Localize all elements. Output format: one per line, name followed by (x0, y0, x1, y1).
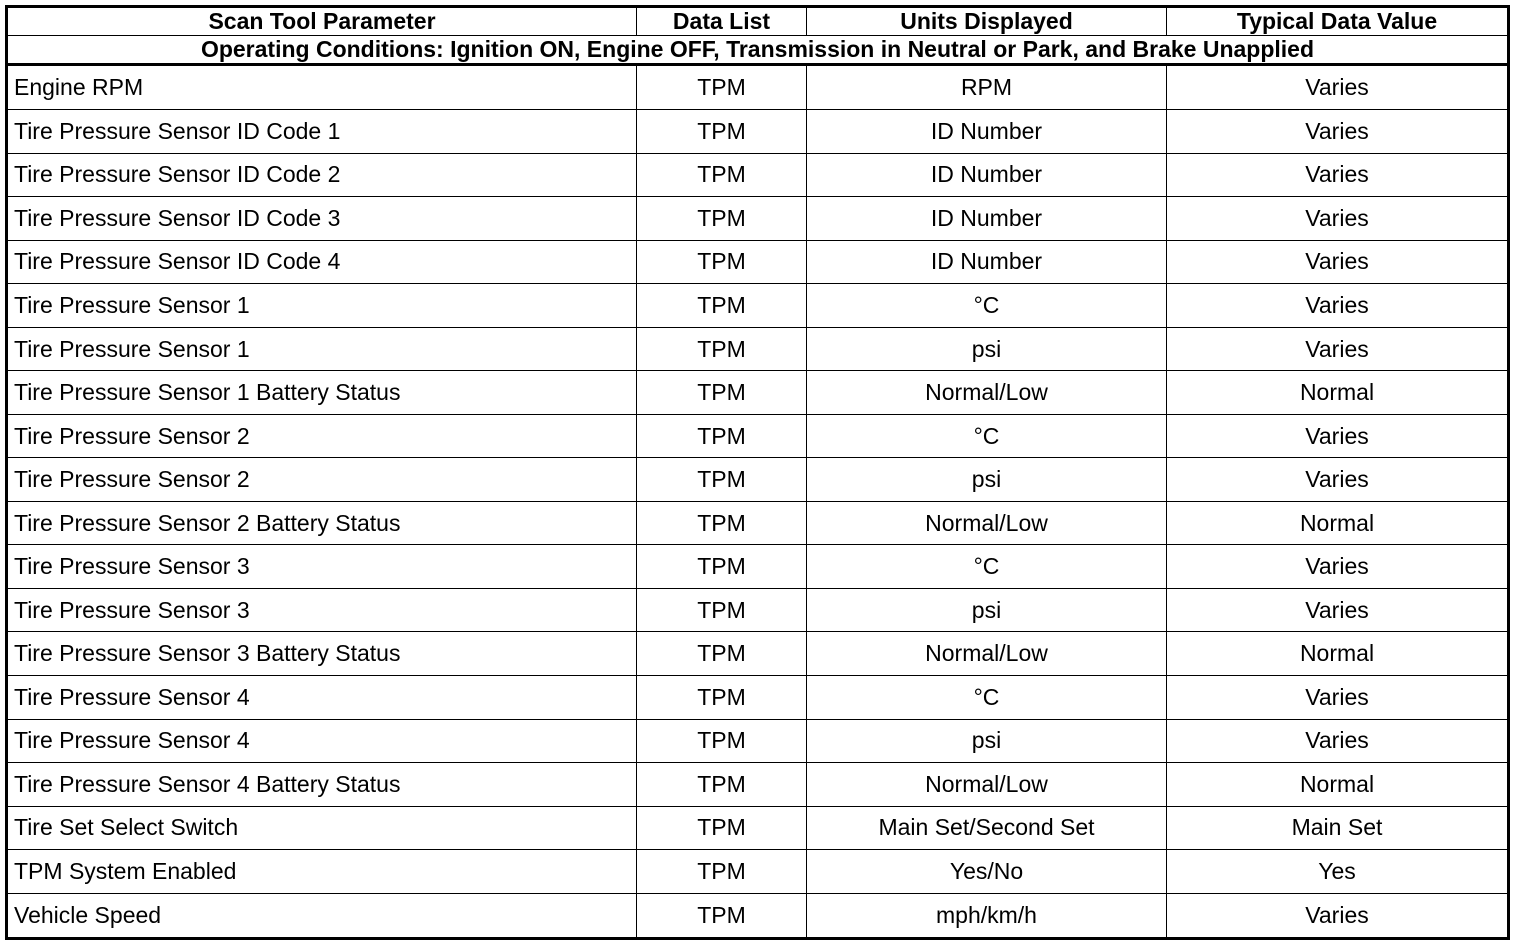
parameter-cell: Vehicle Speed (7, 893, 637, 938)
data-list-cell: TPM (637, 197, 807, 241)
data-list-cell: TPM (637, 327, 807, 371)
units-cell: ID Number (807, 110, 1167, 154)
table-row (7, 110, 1509, 154)
units-cell: Normal/Low (807, 632, 1167, 676)
typical-value-cell: Varies (1167, 676, 1509, 720)
typical-value-cell: Varies (1167, 588, 1509, 632)
table-row (7, 414, 1509, 458)
table-row (7, 153, 1509, 197)
data-list-cell: TPM (637, 240, 807, 284)
parameter-cell: Tire Pressure Sensor 2 (7, 414, 637, 458)
table-row (7, 850, 1509, 894)
parameter-cell: Tire Pressure Sensor 1 (7, 327, 637, 371)
typical-value-cell: Normal (1167, 371, 1509, 415)
data-list-cell: TPM (637, 763, 807, 807)
table-row (7, 458, 1509, 502)
table-row (7, 327, 1509, 371)
parameter-cell: Tire Pressure Sensor 4 (7, 719, 637, 763)
typical-value-cell: Main Set (1167, 806, 1509, 850)
operating-conditions-row (7, 36, 1509, 65)
units-cell: psi (807, 719, 1167, 763)
units-cell: ID Number (807, 153, 1167, 197)
table-row (7, 893, 1509, 938)
data-list-cell: TPM (637, 588, 807, 632)
parameter-cell: Tire Pressure Sensor 3 Battery Status (7, 632, 637, 676)
parameter-cell: Tire Pressure Sensor 3 (7, 545, 637, 589)
table-row (7, 806, 1509, 850)
parameter-cell: Engine RPM (7, 65, 637, 110)
data-list-cell: TPM (637, 501, 807, 545)
data-list-cell: TPM (637, 65, 807, 110)
data-list-cell: TPM (637, 284, 807, 328)
units-cell: psi (807, 327, 1167, 371)
parameter-cell: Tire Pressure Sensor 3 (7, 588, 637, 632)
parameter-cell: Tire Set Select Switch (7, 806, 637, 850)
table-row (7, 197, 1509, 241)
table-row (7, 284, 1509, 328)
data-list-cell: TPM (637, 458, 807, 502)
typical-value-cell: Varies (1167, 284, 1509, 328)
typical-value-cell: Varies (1167, 240, 1509, 284)
data-list-cell: TPM (637, 545, 807, 589)
table-row (7, 545, 1509, 589)
typical-value-cell: Normal (1167, 632, 1509, 676)
units-cell: Yes/No (807, 850, 1167, 894)
units-cell: psi (807, 588, 1167, 632)
units-cell: mph/km/h (807, 893, 1167, 938)
units-cell: Main Set/Second Set (807, 806, 1167, 850)
header-scan-tool-parameter: Scan Tool Parameter (7, 7, 637, 36)
parameter-cell: Tire Pressure Sensor 4 (7, 676, 637, 720)
units-cell: Normal/Low (807, 501, 1167, 545)
parameter-cell: Tire Pressure Sensor ID Code 1 (7, 110, 637, 154)
units-cell: °C (807, 414, 1167, 458)
parameter-cell: Tire Pressure Sensor ID Code 3 (7, 197, 637, 241)
units-cell: Normal/Low (807, 371, 1167, 415)
units-cell: °C (807, 284, 1167, 328)
units-cell: RPM (807, 65, 1167, 110)
parameter-cell: Tire Pressure Sensor 2 (7, 458, 637, 502)
data-list-cell: TPM (637, 893, 807, 938)
units-cell: psi (807, 458, 1167, 502)
typical-value-cell: Varies (1167, 110, 1509, 154)
units-cell: °C (807, 676, 1167, 720)
typical-value-cell: Yes (1167, 850, 1509, 894)
table-row (7, 65, 1509, 110)
table-row (7, 763, 1509, 807)
typical-value-cell: Normal (1167, 501, 1509, 545)
parameter-cell: Tire Pressure Sensor ID Code 4 (7, 240, 637, 284)
data-list-cell: TPM (637, 371, 807, 415)
table-row (7, 676, 1509, 720)
header-row (7, 7, 1509, 36)
units-cell: ID Number (807, 197, 1167, 241)
typical-value-cell: Varies (1167, 197, 1509, 241)
header-data-list: Data List (637, 7, 807, 36)
data-list-cell: TPM (637, 110, 807, 154)
typical-value-cell: Varies (1167, 719, 1509, 763)
typical-value-cell: Varies (1167, 414, 1509, 458)
typical-value-cell: Normal (1167, 763, 1509, 807)
data-list-cell: TPM (637, 632, 807, 676)
data-list-cell: TPM (637, 676, 807, 720)
data-list-cell: TPM (637, 806, 807, 850)
units-cell: ID Number (807, 240, 1167, 284)
table-row (7, 588, 1509, 632)
typical-value-cell: Varies (1167, 153, 1509, 197)
header-units-displayed: Units Displayed (807, 7, 1167, 36)
parameter-cell: Tire Pressure Sensor ID Code 2 (7, 153, 637, 197)
header-typical-data-value: Typical Data Value (1167, 7, 1509, 36)
data-list-cell: TPM (637, 719, 807, 763)
typical-value-cell: Varies (1167, 65, 1509, 110)
units-cell: °C (807, 545, 1167, 589)
parameter-cell: Tire Pressure Sensor 1 (7, 284, 637, 328)
table-row (7, 501, 1509, 545)
operating-conditions: Operating Conditions: Ignition ON, Engine OFF, Transmission in Neutral or Park, and Brake Unapplied (7, 36, 1509, 65)
table-row (7, 371, 1509, 415)
typical-value-cell: Varies (1167, 327, 1509, 371)
typical-value-cell: Varies (1167, 893, 1509, 938)
data-list-cell: TPM (637, 850, 807, 894)
parameter-cell: Tire Pressure Sensor 4 Battery Status (7, 763, 637, 807)
data-list-cell: TPM (637, 153, 807, 197)
table-row (7, 719, 1509, 763)
typical-value-cell: Varies (1167, 458, 1509, 502)
parameter-cell: Tire Pressure Sensor 1 Battery Status (7, 371, 637, 415)
typical-value-cell: Varies (1167, 545, 1509, 589)
units-cell: Normal/Low (807, 763, 1167, 807)
scan-tool-data-table (5, 5, 1510, 940)
table-body (7, 65, 1509, 939)
table-row (7, 632, 1509, 676)
data-list-cell: TPM (637, 414, 807, 458)
parameter-cell: Tire Pressure Sensor 2 Battery Status (7, 501, 637, 545)
table-row (7, 240, 1509, 284)
parameter-cell: TPM System Enabled (7, 850, 637, 894)
